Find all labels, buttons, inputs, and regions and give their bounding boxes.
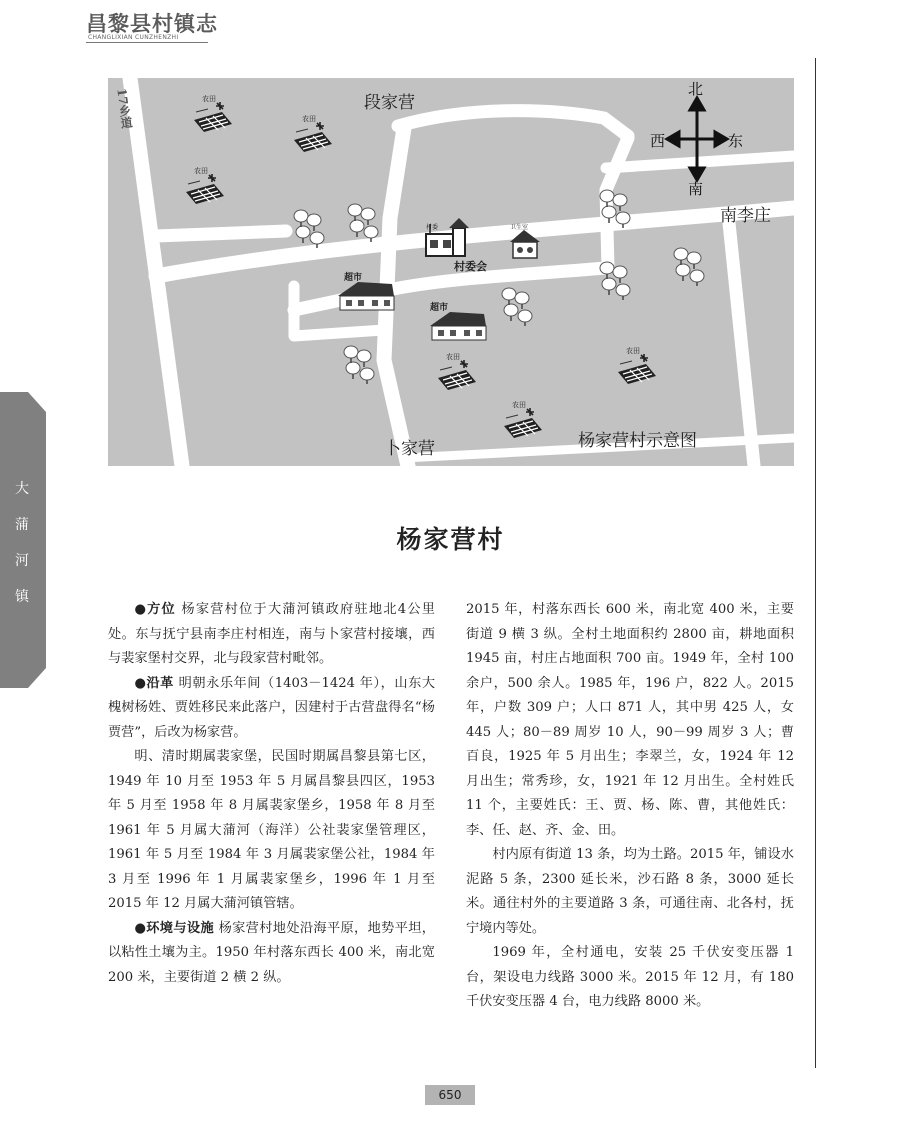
market-icon: [430, 312, 486, 340]
paragraph-roads: [466, 843, 794, 941]
map-label-village-committee: 村委会: [454, 260, 487, 273]
paragraph-population: [466, 598, 794, 843]
map-label-field-4: 农田: [446, 353, 460, 361]
paragraph-text: 1969 年，全村通电，安装 25 千伏安变压器 1 台，架设电力线路 3000 米。2015 年 12 月，有 180 千伏安变压器 4 台，电力线路 8000 米。: [466, 945, 794, 1009]
side-tab-char-3: 河: [15, 553, 29, 569]
map-label-field-1: 农田: [202, 95, 216, 103]
heading-environment: ●环境与设施: [134, 920, 215, 936]
field-icon: [504, 408, 542, 438]
map-label-field-5: 农田: [626, 347, 640, 355]
village-map: [108, 78, 794, 466]
road-label-17: 17乡道: [114, 87, 134, 130]
trees-icon: [348, 204, 378, 242]
column-rule: [815, 58, 816, 1068]
side-tab-char-2: 蒲: [15, 517, 29, 533]
paragraph-text: 2015 年，村落东西长 600 米，南北宽 400 米，主要街道 9 横 3 纵。全村土地面积约 2800 亩，耕地面积 1945 亩，村庄占地面积 700 亩。1949 年，全村 100 余户，500 余人。1985 年，196 户，822 人。2015 年，户数 309 户；人口 871 人，其中男 425 人，女 445 人；80－89 周岁 10 人，90－99 周岁 3 人；曹百良，1925 年 5 月出生；李翠兰，女，1924 年 12 月出生；常秀珍，女，1921 年 12 月出生。全村姓氏 11 个，主要姓氏：王、贾、杨、陈、曹，其他姓氏：李、任、赵、齐、金、田。: [466, 602, 794, 838]
field-icon: [294, 122, 332, 152]
field-icon: [618, 354, 656, 384]
map-label-market-1: 超市: [344, 273, 363, 283]
book-subtitle: CHANGLIXIAN CUNZHENZHI: [88, 34, 179, 41]
compass-south: 南: [688, 180, 704, 198]
paragraph-text: 明、清时期属裴家堡，民国时期属昌黎县第七区，1949 年 10 月至 1953 年 5 月属昌黎县四区，1953 年 5 月至 1958 年 8 月属裴家堡乡，1958 年 8 月至 1961 年 5 月属大蒲河（海洋）公社裴家堡管理区，1961 年 5 月至 1984 年 3 月属裴家堡公社，1984 年 3 月至 1996 年 1 月属裴家堡乡，1996 年 1 月至 2015 年 12 月属大蒲河镇管辖。: [108, 749, 435, 911]
article-column-right: [466, 598, 794, 1015]
map-label-committee-sign: 村委: [426, 224, 439, 231]
side-tab-char-1: 大: [15, 481, 29, 497]
paragraph-history: [108, 672, 435, 746]
trees-icon: [674, 248, 704, 286]
map-label-clinic: 卫生室: [510, 224, 529, 231]
header-rule: [86, 42, 208, 43]
map-label-market-2: 超市: [430, 303, 449, 313]
map-label-field-6: 农田: [512, 401, 526, 409]
map-label-field-3: 农田: [194, 167, 208, 175]
paragraph-electricity: [466, 941, 794, 1015]
paragraph-text: 村内原有街道 13 条，均为土路。2015 年，铺设水泥路 5 条，2300 延长米，沙石路 8 条，3000 延长米。通往村外的主要道路 3 条，可通往南、北各村，抚宁境内等处。: [466, 847, 794, 936]
paragraph-environment: [108, 917, 435, 991]
map-label-field-2: 农田: [302, 115, 316, 123]
paragraph-text: 杨家营村地处沿海平原，地势平坦，以粘性土壤为主。1950 年村落东西长 400 米，南北宽 200 米，主要街道 2 横 2 纵。: [108, 920, 435, 985]
trees-icon: [502, 288, 532, 326]
map-label-duanjiaying: 段家营: [364, 93, 415, 113]
page-number: 650: [425, 1085, 475, 1105]
trees-icon: [344, 346, 374, 384]
map-label-bujiaying: 卜家营: [384, 439, 435, 459]
paragraph-location: [108, 598, 435, 672]
field-icon: [194, 102, 232, 132]
book-title: 昌黎县村镇志: [86, 12, 218, 36]
map-roads: [108, 78, 794, 466]
compass-west: 西: [650, 132, 666, 150]
compass-north: 北: [688, 80, 704, 98]
paragraph-text: 杨家营村位于大蒲河镇政府驻地北4公里处。东与抚宁县南李庄村相连，南与卜家营村接壤，西与裴家堡村交界，北与段家营村毗邻。: [108, 602, 435, 666]
field-icon: [438, 360, 476, 390]
side-tab-char-4: 镇: [15, 589, 29, 605]
trees-icon: [600, 262, 630, 300]
article-column-left: [108, 598, 435, 990]
heading-location: ●方位: [134, 602, 176, 617]
map-caption: 杨家营村示意图: [578, 431, 697, 451]
field-icon: [186, 174, 224, 204]
paragraph-jurisdiction: [108, 745, 435, 917]
trees-icon: [294, 210, 324, 248]
paragraph-text: 明朝永乐年间（1403－1424 年），山东大槐树杨姓、贾姓移民来此落户，因建村于古营盘得名“杨贾营”，后改为杨家营。: [108, 675, 436, 740]
article-title: 杨家营村: [396, 525, 505, 554]
compass-east: 东: [728, 132, 744, 150]
heading-history: ●沿革: [134, 675, 174, 691]
market-icon: [338, 282, 394, 310]
map-label-nanlizhuang: 南李庄: [720, 206, 771, 226]
